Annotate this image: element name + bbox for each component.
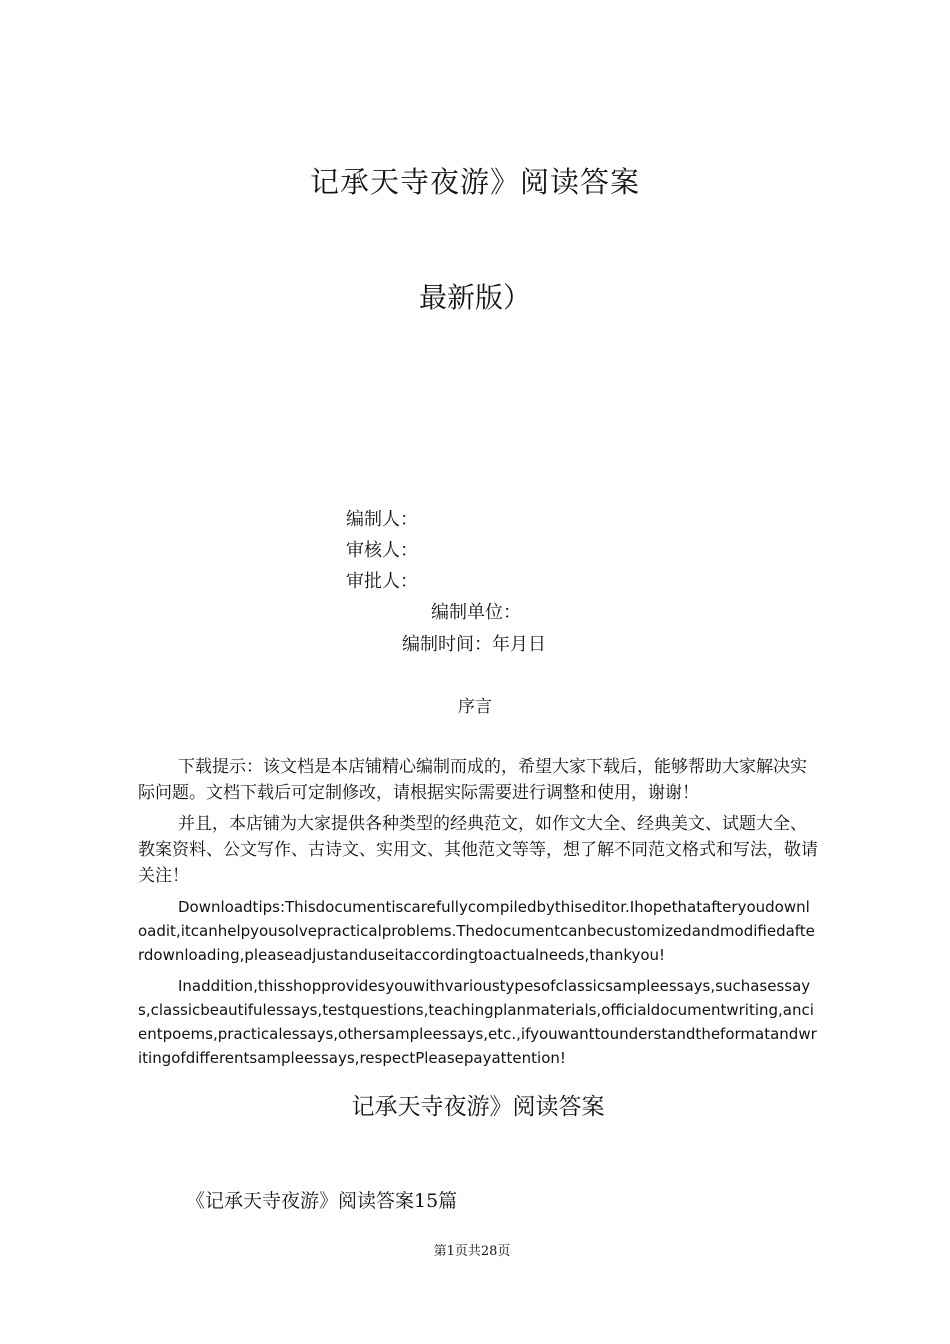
preface-en-paragraph-2: Inaddition,thisshopprovidesyouwithvarioustypesofclassicsampleessays,suchasessays,classicbeautifulessays,testquestions,teachingplanmaterials,officialdocumentwriting,ancientpoems,practicalessays,othersampleessays,etc.,ifyouwanttounderstandtheformatandwritingofdifferentsampleessays,respectPleasepayattention!	[138, 977, 817, 1067]
compiler-label: 编制人：	[346, 509, 418, 530]
reviewer-label: 审核人：	[346, 540, 418, 561]
date-label: 编制时间：年月日	[402, 634, 546, 655]
preface-cn-paragraph-2: 并且，本店铺为大家提供各种类型的经典范文，如作文大全、经典美文、试题大全、教案资料、公文写作、古诗文、实用文、其他范文等等，想了解不同范文格式和写法，敬请关注！	[138, 814, 818, 886]
preface-cn-paragraph-1: 下载提示：该文档是本店铺精心编制而成的，希望大家下载后，能够帮助大家解决实际问题。文档下载后可定制修改，请根据实际需要进行调整和使用，谢谢！	[138, 757, 807, 803]
approver-label: 审批人：	[346, 571, 418, 592]
preface-heading: 序言	[458, 697, 492, 717]
article-heading: 《记承天寺夜游》阅读答案15篇	[186, 1190, 458, 1212]
preface-en-paragraph-1: Downloadtips:Thisdocumentiscarefullycompiledbythiseditor.Ihopethatafteryoudownloadit,itcanhelpyousolvepracticalproblems.Thedocumentcanbecustomizedandmodifiedafterdownloading,pleaseadjustanduseitaccordingtoactualneeds,thankyou!	[138, 898, 815, 964]
section-title: 记承天寺夜游》阅读答案	[351, 1094, 605, 1120]
page-indicator: 第1页共28页	[433, 1244, 511, 1259]
unit-label: 编制单位：	[431, 602, 521, 623]
document-title: 记承天寺夜游》阅读答案	[309, 165, 640, 199]
document-subtitle: 最新版）	[418, 281, 531, 314]
